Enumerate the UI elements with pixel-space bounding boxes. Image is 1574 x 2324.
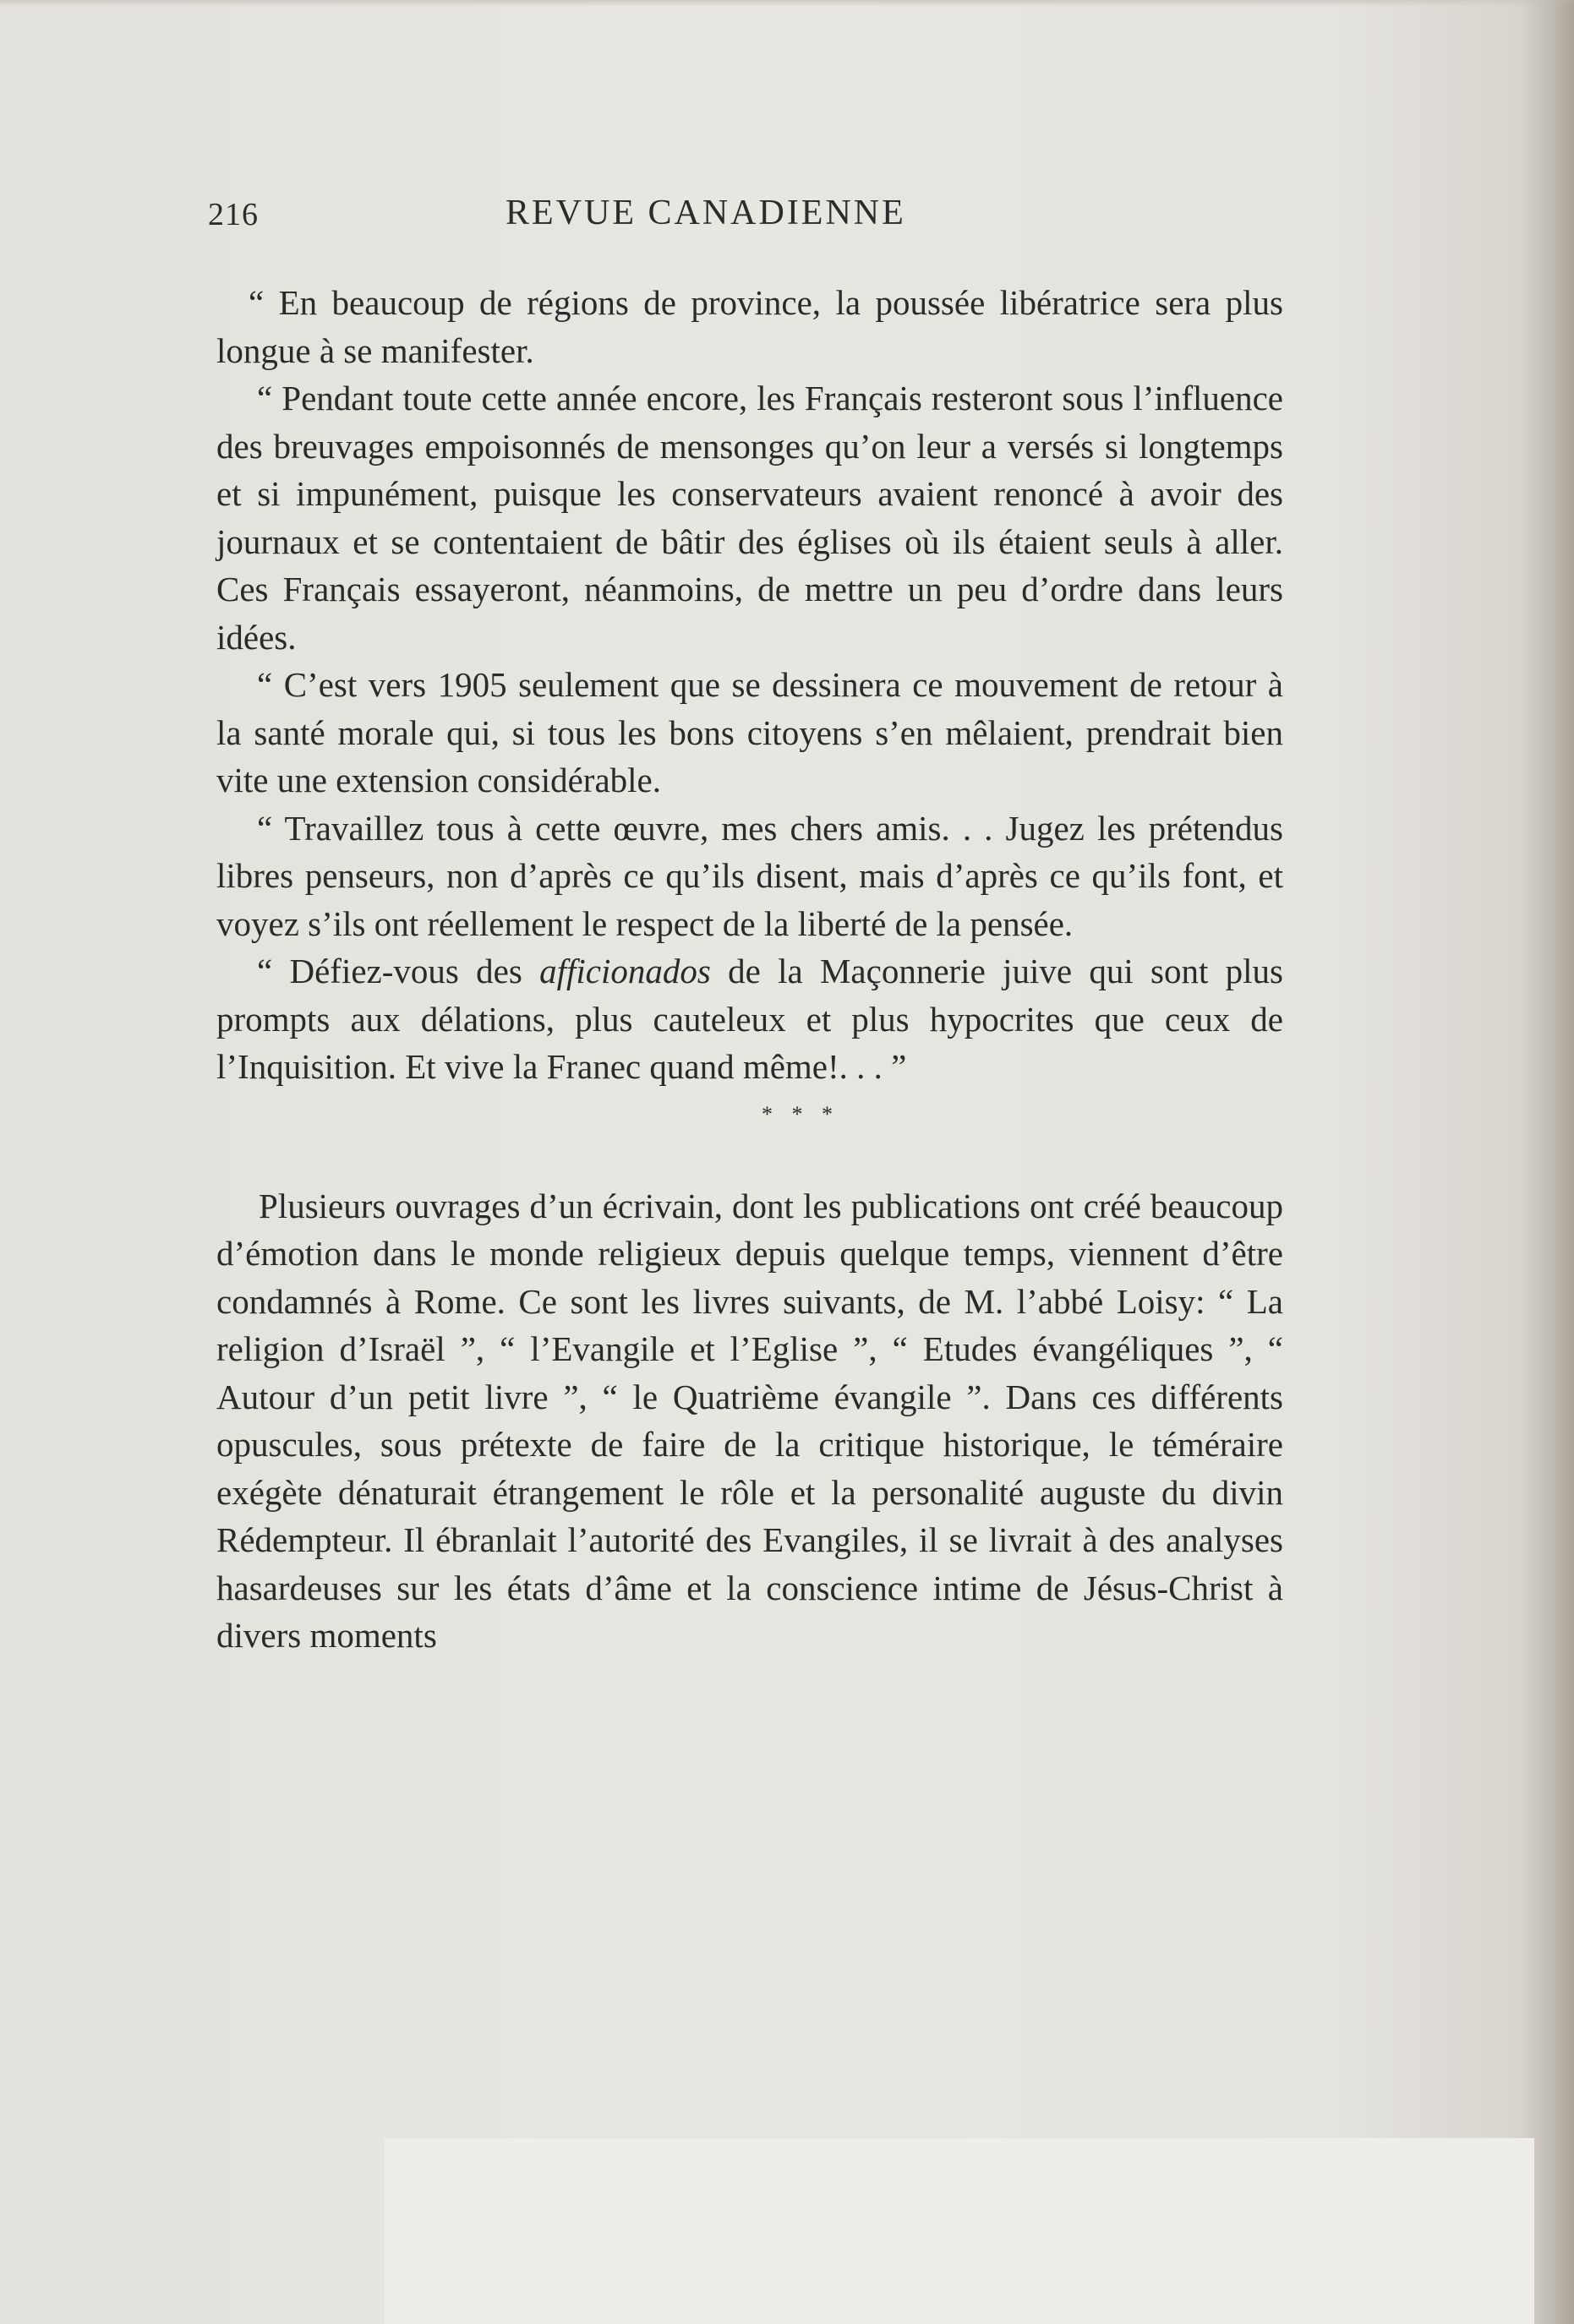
paragraph-5 <box>216 947 1283 1091</box>
running-header <box>208 196 1265 247</box>
section-gap <box>216 1138 1283 1182</box>
paragraph-1: “ En beaucoup de régions de province, la poussée libératrice sera plus longue à se manifester. <box>216 283 1283 370</box>
page-top-edge <box>0 0 1574 7</box>
paragraph-3: “ C’est vers 1905 seulement que se dessinera ce mouvement de retour à la santé morale qui, si tous les bons citoyens s’en mêlaient, prendrait bien vite une extension considérable. <box>216 665 1283 799</box>
page-gutter-shadow <box>1523 0 1574 2324</box>
paragraph-4: “ Travaillez tous à cette œuvre, mes chers amis. . . Jugez les prétendus libres penseurs, non d’après ce qu’ils disent, mais d’après ce qu’ils font, et voyez s’ils ont réellement le respect de la liberté de la pensée. <box>216 808 1283 943</box>
paragraph-5-start: “ Défiez-vous des <box>257 952 540 990</box>
page-body <box>216 279 1283 1660</box>
italic-term: afficionados <box>539 952 711 990</box>
paragraph-5-end: de la Maçonnerie juive qui sont plus prompts aux délations, plus cauteleux et plus hypocrites que ceux de l’Inquisition. Et vive la Franec quand même!. . . ” <box>216 952 1283 1086</box>
paragraph-2: “ Pendant toute cette année encore, les Français resteront sous l’influence des breuvages empoisonnés de mensonges qu’on leur a versés si longtemps et si impunément, puisque les conservateurs avaient renoncé à avoir des journaux et se contentaient de bâtir des églises où ils étaient seuls à aller. Ces Français essayeront, néanmoins, de mettre un peu d’ordre dans leurs idées. <box>216 379 1283 657</box>
page-number: 216 <box>208 197 259 232</box>
running-title: REVUE CANADIENNE <box>506 194 906 232</box>
section-separator: * * * <box>762 1101 839 1127</box>
paper-patch <box>385 2138 1534 2324</box>
paragraph-section-2: Plusieurs ouvrages d’un écrivain, dont les publications ont créé beaucoup d’émotion dans le monde religieux depuis quelque temps, viennent d’être condamnés à Rome. Ce sont les livres suivants, de M. l’abbé Loisy: “ La religion d’Israël ”, “ l’Evangile et l’Eglise ”, “ Etudes évangéliques ”, “ Autour d’un petit livre ”, “ le Quatrième évangile ”. Dans ces différents opuscules, sous prétexte de faire de la critique historique, le téméraire exégète dénaturait étrangement le rôle et la personalité auguste du divin Rédempteur. Il ébranlait l’autorité des Evangiles, il se livrait à des analyses hasardeuses sur les états d’âme et la conscience intime de Jésus-Christ à divers moments <box>216 1186 1283 1655</box>
